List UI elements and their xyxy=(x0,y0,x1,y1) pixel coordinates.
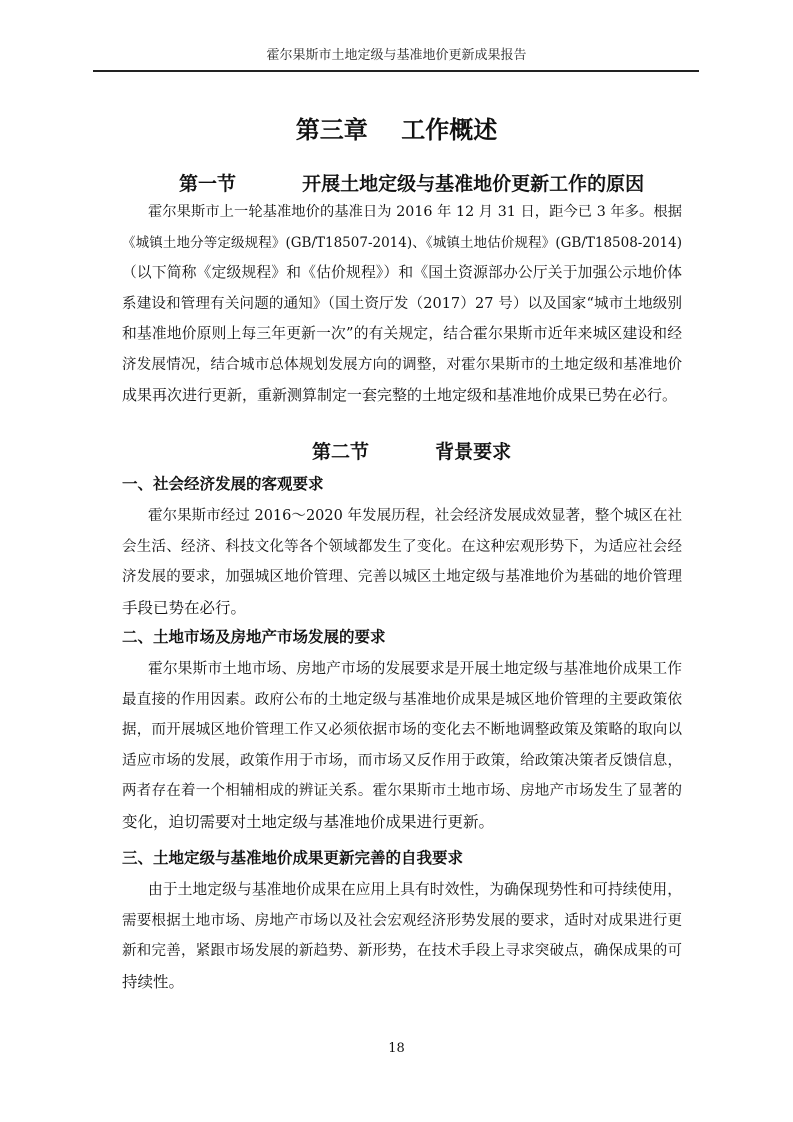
paragraph-line: 变化，迫切需要对土地定级与基准地价成果进行更新。 xyxy=(122,812,495,831)
paragraph-line: 会生活、经济、科技文化等各个领域都发生了变化。在这种宏观形势下，为适应社会经 xyxy=(122,538,682,555)
chapter-title: 第三章 工作概述 xyxy=(295,116,498,144)
paragraph-line: 最直接的作用因素。政府公布的土地定级与基准地价成果是城区地价管理的主要政策依 xyxy=(122,691,682,708)
paragraph-line: 《城镇土地分等定级规程》(GB/T18507-2014)、《城镇土地估价规程》(GB/T18508-2014) xyxy=(122,234,682,251)
paragraph-line: 两者存在着一个相辅相成的辨证关系。霍尔果斯市土地市场、房地产市场发生了显著的 xyxy=(122,783,682,799)
item-1-paragraph xyxy=(122,501,682,623)
paragraph-line: 霍尔果斯市经过 2016～2020 年发展历程，社会经济发展成效显著，整个城区在社 xyxy=(148,508,682,524)
paragraph-line: （以下简称《定级规程》和《估价规程》）和《国土资源部办公厅关于加强公示地价体 xyxy=(122,264,682,281)
section-title-1: 第一节 开展土地定级与基准地价更新工作的原因 xyxy=(179,173,645,195)
paragraph-line: 由于土地定级与基准地价成果在应用上具有时效性，为确保现势性和可持续使用， xyxy=(148,881,682,898)
header-rule xyxy=(93,70,699,72)
paragraph-line: 霍尔果斯市土地市场、房地产市场的发展要求是开展土地定级与基准地价成果工作 xyxy=(148,660,682,677)
running-header: 霍尔果斯市土地定级与基准地价更新成果报告 xyxy=(266,48,527,63)
paragraph-line: 新和完善，紧跟市场发展的新趋势、新形势，在技术手段上寻求突破点，确保成果的可 xyxy=(122,943,682,959)
paragraph-line: 持续性。 xyxy=(122,972,185,991)
paragraph-line: 据，而开展城区地价管理工作又必须依据市场的变化去不断地调整政策及策略的取向以 xyxy=(122,722,682,738)
paragraph-line: 适应市场的发展，政策作用于市场，而市场又反作用于政策，给政策决策者反馈信息， xyxy=(122,752,682,769)
paragraph-line: 济发展情况，结合城市总体规划发展方向的调整，对霍尔果斯市的土地定级和基准地价 xyxy=(122,356,682,373)
paragraph-line: 济发展的要求，加强城区地价管理、完善以城区土地定级与基准地价为基础的地价管理 xyxy=(122,569,682,585)
item-2-paragraph xyxy=(122,654,682,837)
sub-heading-1: 一、社会经济发展的客观要求 xyxy=(122,475,324,493)
section-1-paragraph xyxy=(122,197,682,411)
item-3-paragraph xyxy=(122,875,682,997)
sub-heading-3: 三、土地定级与基准地价成果更新完善的自我要求 xyxy=(122,849,464,867)
paragraph-line: 霍尔果斯市上一轮基准地价的基准日为 2016 年 12 月 31 日，距今已 3 年多。根据 xyxy=(148,204,682,220)
page-number: 18 xyxy=(388,1041,405,1056)
sub-heading-2: 二、土地市场及房地产市场发展的要求 xyxy=(122,628,386,646)
paragraph-line: 系建设和管理有关问题的通知》（国土资厅发（2017）27 号）以及国家“城市土地级别 xyxy=(122,295,682,312)
paragraph-line: 和基准地价原则上每三年更新一次”的有关规定，结合霍尔果斯市近年来城区建设和经 xyxy=(122,325,682,342)
section-title-2: 第二节 背景要求 xyxy=(312,441,512,463)
paragraph-line: 成果再次进行更新，重新测算制定一套完整的土地定级和基准地价成果已势在必行。 xyxy=(122,386,678,404)
paragraph-line: 手段已势在必行。 xyxy=(122,598,247,617)
paragraph-line: 需要根据土地市场、房地产市场以及社会宏观经济形势发展的要求，适时对成果进行更 xyxy=(122,912,682,929)
